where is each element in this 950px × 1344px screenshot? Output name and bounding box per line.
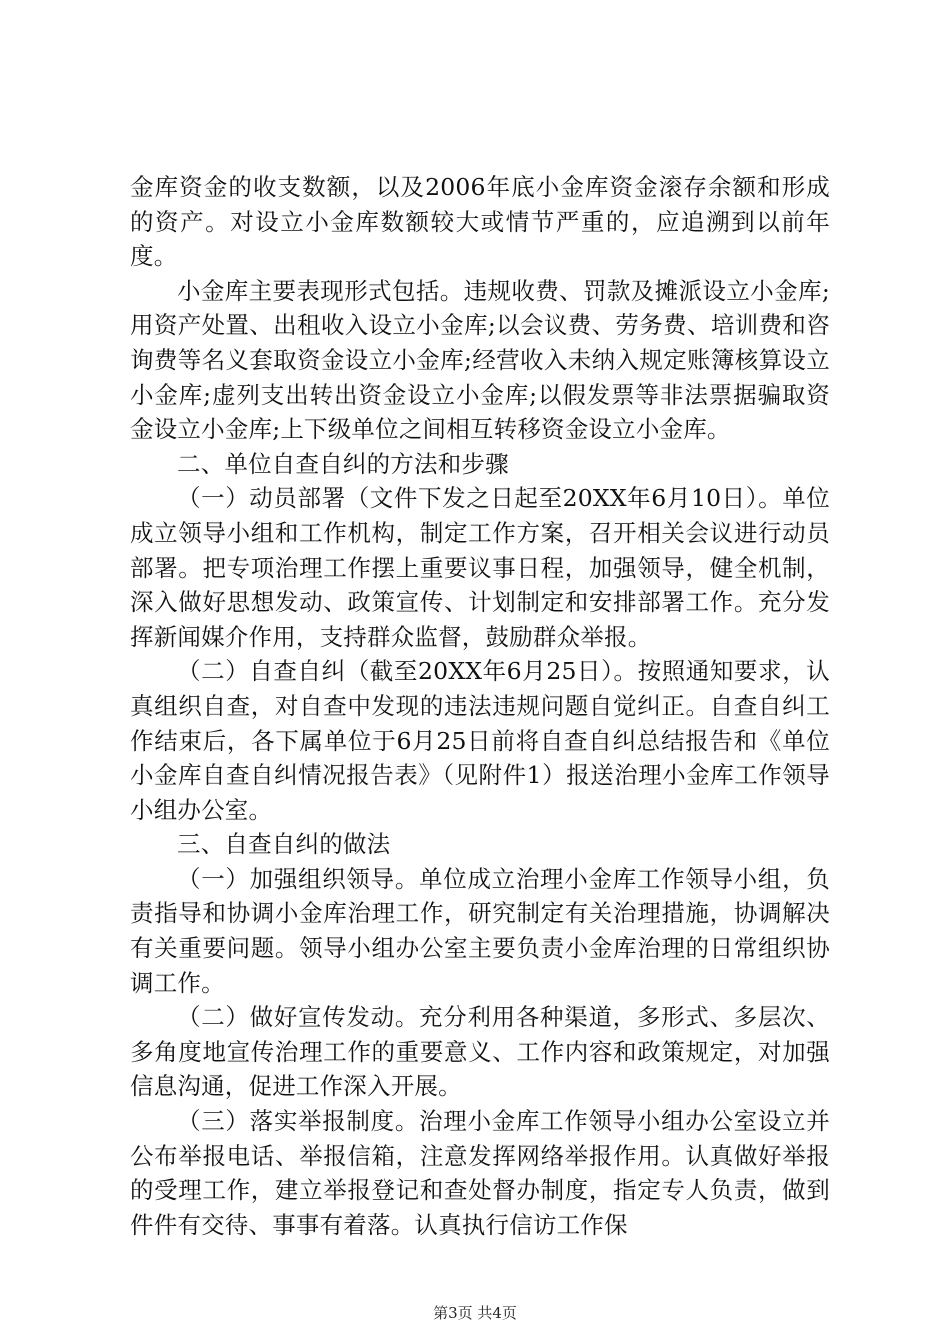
page-number: 第3页 共4页 xyxy=(433,1304,517,1322)
paragraph-reporting: （三）落实举报制度。治理小金库工作领导小组办公室设立并公布举报电话、举报信箱，注意发挥网络举报作用。认真做好举报的受理工作，建立举报登记和查处督办制度，指定专人负责，做到件件有交待、事事有着落。认真执行信访工作保 xyxy=(130,1107,830,1239)
paragraph-mobilization: （一）动员部署（文件下发之日起至20XX年6月10日）。单位成立领导小组和工作机构，制定工作方案，召开相关会议进行动员部署。把专项治理工作摆上重要议事日程，加强领导，健全机制，深入做好思想发动、政策宣传、计划制定和安排部署工作。充分发挥新闻媒介作用，支持群众监督，鼓励群众举报。 xyxy=(130,484,830,651)
paragraph-self-check: （二）自查自纠（截至20XX年6月25日）。按照通知要求，认真组织自查，对自查中发现的违法违规问题自觉纠正。自查自纠工作结束后，各下属单位于6月25日前将自查自纠总结报告和《单位小金库自查自纠情况报告表》（见附件1）报送治理小金库工作领导小组办公室。 xyxy=(130,657,830,824)
paragraph-leadership: （一）加强组织领导。单位成立治理小金库工作领导小组，负责指导和协调小金库治理工作，研究制定有关治理措施，协调解决有关重要问题。领导小组办公室主要负责小金库治理的日常组织协调工作。 xyxy=(130,864,830,997)
page-footer xyxy=(0,1302,950,1323)
paragraph-publicity: （二）做好宣传发动。充分利用各种渠道，多形式、多层次、多角度地宣传治理工作的重要意义、工作内容和政策规定，对加强信息沟通，促进工作深入开展。 xyxy=(130,1003,830,1101)
document-body xyxy=(130,170,830,1242)
section-heading-2: 二、单位自查自纠的方法和步骤 xyxy=(177,449,509,478)
paragraph-2: 小金库主要表现形式包括。违规收费、罚款及摊派设立小金库;用资产处置、出租收入设立小金库;以会议费、劳务费、培训费和咨询费等名义套取资金设立小金库;经营收入未纳入规定账簿核算设立小金库;虚列支出转出资金设立小金库;以假发票等非法票据骗取资金设立小金库;上下级单位之间相互转移资金设立小金库。 xyxy=(130,276,830,444)
section-heading-3: 三、自查自纠的做法 xyxy=(177,830,391,859)
paragraph-1: 金库资金的收支数额，以及2006年底小金库资金滚存余额和形成的资产。对设立小金库数额较大或情节严重的，应追溯到以前年度。 xyxy=(130,173,830,271)
